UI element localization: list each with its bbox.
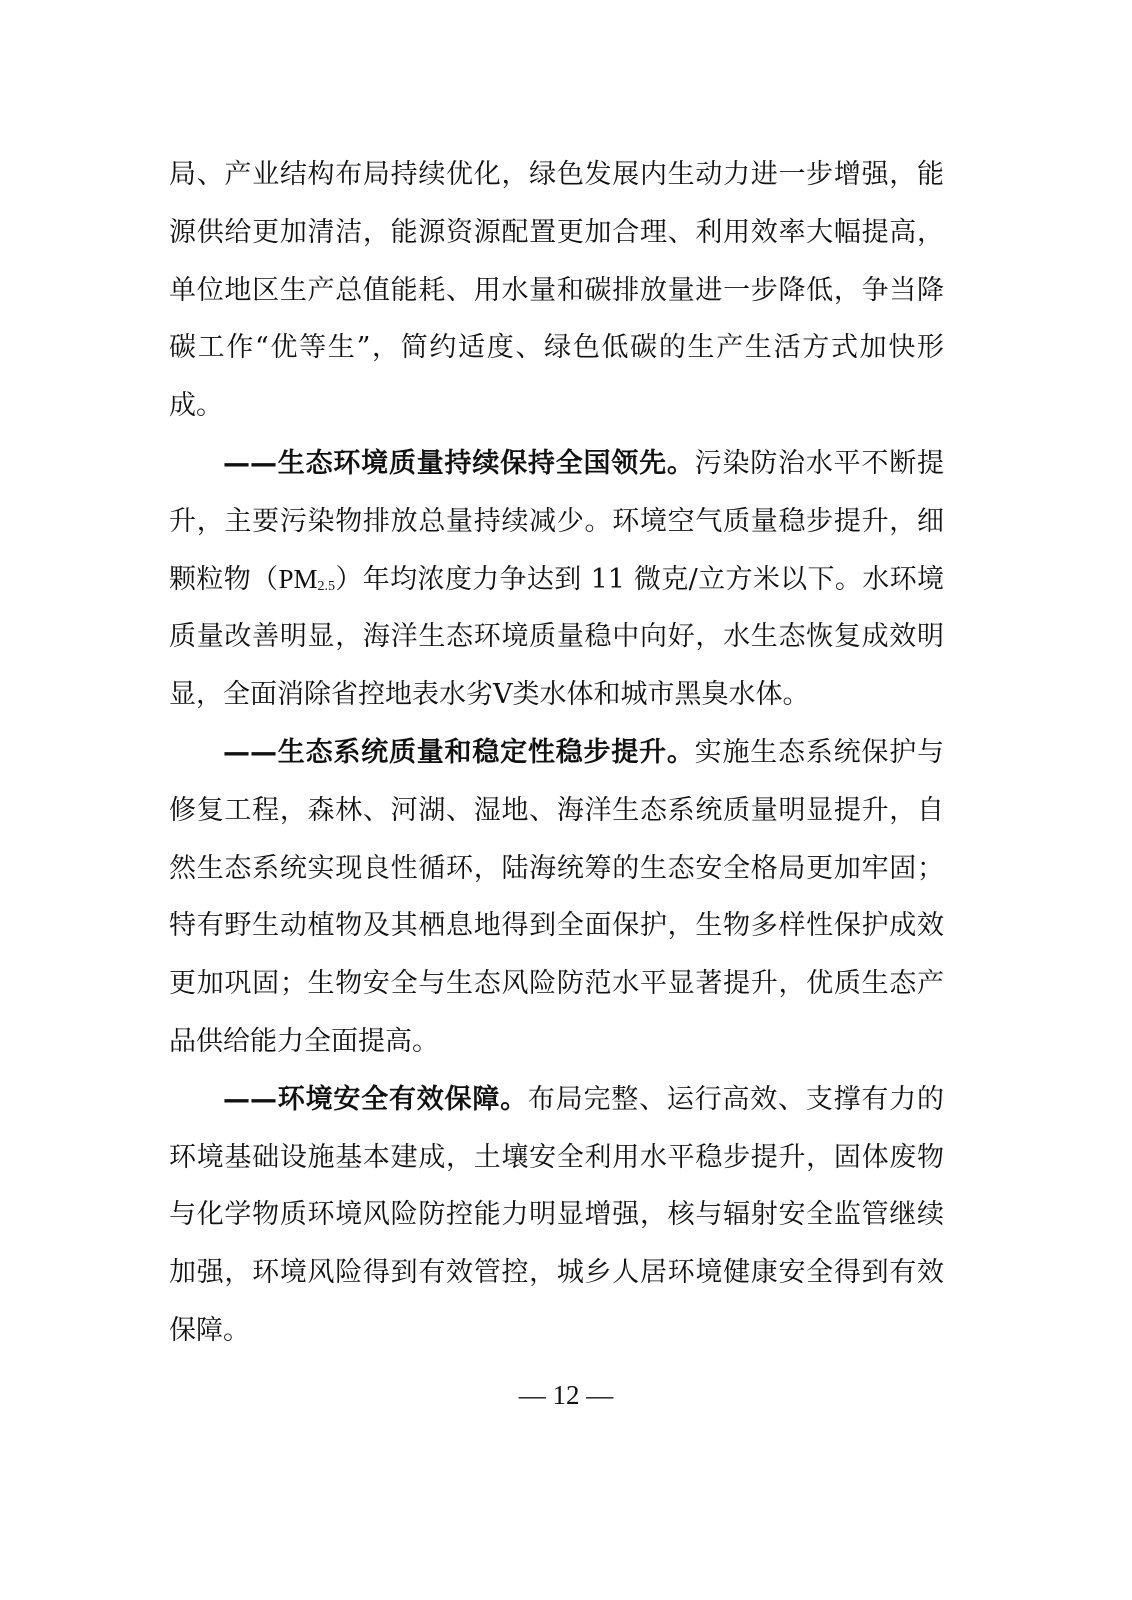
pm-subscript: 2.5 [317,578,335,594]
text-line: 源供给更加清洁，能源资源配置更加合理、利用效率大幅提高， [169,216,944,248]
text-line: 质量改善明显，海洋生态环境质量稳中向好，水生态恢复成效明 [169,621,944,653]
text-line [169,551,944,609]
text-line [169,724,944,782]
text-line: 升，主要污染物排放总量持续减少。环境空气质量稳步提升，细 [169,505,944,537]
text-line: 修复工程，森林、河湖、湿地、海洋生态系统质量明显提升，自 [169,794,944,826]
text-line: 品供给能力全面提高。 [169,1025,439,1057]
text-line: 局、产业结构布局持续优化，绿色发展内生动力进一步增强，能 [169,159,944,190]
text-line [169,1071,944,1129]
text-line: 保障。 [169,1314,250,1346]
section-heading: ——生态环境质量持续保持全国领先。 [223,447,695,479]
text-line: 加强，环境风险得到有效管控，城乡人居环境健康安全得到有效 [169,1257,944,1289]
text-line: 成。 [169,390,223,422]
text-line: 单位地区生产总值能耗、用水量和碳排放量进一步降低，争当降 [169,274,944,306]
page-number: — 12 — [518,1380,614,1410]
text-line: 特有野生动植物及其栖息地得到全面保护，生物多样性保护成效 [169,910,944,942]
document-body [169,146,944,1360]
paragraph-goals-green-development [169,146,944,435]
text-line: 环境基础设施基本建成，土壤安全利用水平稳步提升，固体废物 [169,1141,944,1173]
text-line: 显，全面消除省控地表水劣Ⅴ类水体和城市黑臭水体。 [169,679,810,711]
text-run: 污染防治水平不断提 [694,447,945,479]
paragraph-environmental-safety [169,1071,944,1360]
text-run: 布局完整、运行高效、支撑有力的 [527,1083,945,1115]
section-heading: ——环境安全有效保障。 [223,1083,528,1115]
text-line: 碳工作“优等生”，简约适度、绿色低碳的生产生活方式加快形 [169,332,944,364]
text-line: 然生态系统实现良性循环，陆海统筹的生态安全格局更加牢固； [169,852,944,884]
text-line: 与化学物质环境风险防控能力明显增强，核与辐射安全监管继续 [169,1199,944,1231]
text-run: 颗粒物（ [169,563,279,595]
paragraph-ecosystem-stability [169,724,944,1071]
pm-label: PM [278,563,318,594]
text-line [169,435,944,493]
text-run: 实施生态系统保护与 [694,736,945,768]
text-run: ）年均浓度力争达到 11 微克/立方米以下。水环境 [335,563,945,595]
paragraph-environmental-quality [169,435,944,724]
section-heading: ——生态系统质量和稳定性稳步提升。 [223,736,695,768]
text-line: 更加巩固；生物安全与生态风险防范水平显著提升，优质生态产 [169,968,944,1000]
